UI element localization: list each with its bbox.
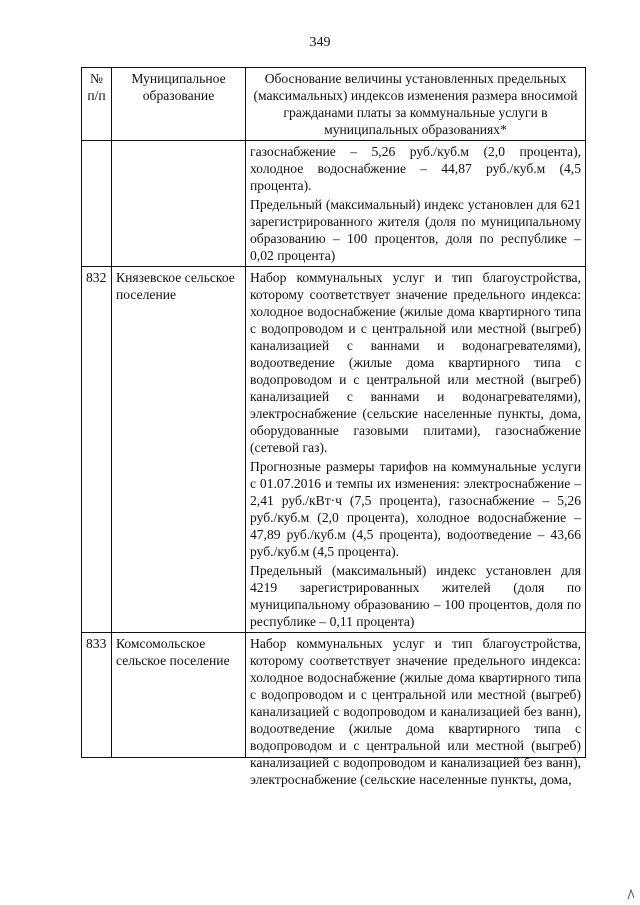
page-number: 349	[309, 35, 331, 50]
continuation-paragraph-1: газоснабжение – 5,26 руб./куб.м (2,0 процента), холодное водоснабжение – 44,87 руб./куб.м (4,5 процента).	[250, 144, 581, 193]
cell-municipality: Князевское сельское поселение	[112, 267, 246, 633]
continuation-paragraph-2: Предельный (максимальный) индекс установлен для 621 зарегистрированного жителя (доля по муниципальному образованию – 100 процентов, доля по республике – 0,02 процента)	[250, 197, 581, 263]
basis-paragraph-2: Прогнозные размеры тарифов на коммунальные услуги с 01.07.2016 и темпы их изменения: электроснабжение – 2,41 руб./кВт·ч (7,5 процента), газоснабжение – 5,26 руб./куб.м (2,0 процента), холодное водоснабжение – 47,89 руб./куб.м (4,5 процента), водоотведение – 43,66 руб./куб.м (4,5 процента).	[250, 459, 581, 559]
cell-basis-continuation	[246, 141, 586, 267]
basis-cut-wrapper	[250, 635, 581, 787]
table-header-row	[82, 68, 586, 141]
header-municipality: Муниципальное образование	[112, 68, 246, 141]
header-basis: Обоснование величины установленных предельных (максимальных) индексов изменения размера вносимой гражданами платы за коммунальные услуги в муниципальных образованиях*	[246, 68, 586, 141]
basis-paragraph-1: Набор коммунальных услуг и тип благоустройства, которому соответствует значение предельного индекса: холодное водоснабжение (жилые дома квартирного типа с водопроводом и с центральной или местной (выгреб) канализацией с водопроводом и канализацией без ванн), водоотведение (жилые дома квартирного типа с водопроводом и с центральной или местной (выгреб) канализацией с водопроводом и канализацией без ванн), электроснабжение (сельские населенные пункты, дома,	[250, 636, 581, 787]
cell-basis	[246, 267, 586, 633]
table-row-continuation	[82, 141, 586, 267]
basis-paragraph-1: Набор коммунальных услуг и тип благоустройства, которому соответствует значение предельного индекса: холодное водоснабжение (жилые дома квартирного типа с водопроводом и с центральной или местной (выгреб) канализацией с ваннами и водонагревателями), водоотведение (жилые дома квартирного типа с водопроводом и с центральной или местной (выгреб) канализацией с ваннами и водонагревателями), электроснабжение (сельские населенные пункты, дома, оборудованные газовыми плитами), газоснабжение (сетевой газ).	[250, 270, 581, 455]
table-row-832	[82, 267, 586, 633]
cell-name-empty	[112, 141, 246, 267]
cell-num: 832	[82, 267, 112, 633]
header-num: № п/п	[82, 68, 112, 141]
cell-basis	[246, 633, 586, 787]
cell-municipality: Комсомольское сельское поселение	[112, 633, 246, 758]
table-row-833	[82, 633, 586, 758]
tariff-index-table	[81, 67, 586, 787]
basis-paragraph-3: Предельный (максимальный) индекс установлен для 4219 зарегистрированных жителей (доля по муниципальному образованию – 100 процентов, доля по республике – 0,11 процента)	[250, 563, 581, 629]
cell-num-empty	[82, 141, 112, 267]
cell-num: 833	[82, 633, 112, 758]
margin-mark-icon	[626, 887, 636, 901]
